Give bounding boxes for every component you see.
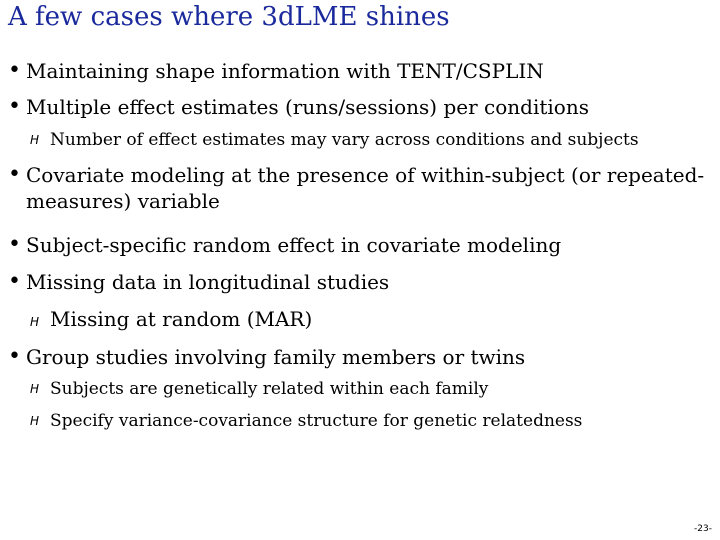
bullet-glyph: • <box>8 58 21 83</box>
bullet-glyph: • <box>8 344 21 369</box>
bullet-text: Missing data in longitudinal studies <box>26 270 390 294</box>
bullet-text: Maintaining shape information with TENT/CSPLIN <box>26 59 544 83</box>
page-number: -23- <box>694 524 712 534</box>
sub-bullet-glyph: H <box>30 382 40 396</box>
bullet-item <box>8 58 706 84</box>
bullet-text: Multiple effect estimates (runs/sessions) per conditions <box>26 95 589 119</box>
bullet-item <box>8 232 706 258</box>
bullet-item <box>8 94 706 120</box>
sub-bullet-text: Subjects are genetically related within each family <box>50 379 489 399</box>
bullet-text: Subject-specific random effect in covariate modeling <box>26 233 562 257</box>
sub-bullet-glyph: H <box>30 414 40 428</box>
bullet-glyph: • <box>8 232 21 257</box>
sub-bullet-item <box>30 306 312 332</box>
bullet-text: Group studies involving family members or twins <box>26 345 526 369</box>
bullet-glyph: • <box>8 94 21 119</box>
bullet-glyph: • <box>8 269 21 294</box>
slide-title: A few cases where 3dLME shines <box>8 2 450 32</box>
bullet-item <box>8 269 706 295</box>
sub-bullet-glyph: H <box>30 315 40 329</box>
bullet-text: Covariate modeling at the presence of within-subject (or repeated-measures) variable <box>26 163 705 213</box>
sub-bullet-item <box>30 378 488 400</box>
sub-bullet-text: Missing at random (MAR) <box>50 307 313 331</box>
sub-bullet-item <box>30 129 639 151</box>
bullet-glyph: • <box>8 162 21 187</box>
bullet-item <box>8 162 706 214</box>
sub-bullet-text: Specify variance-covariance structure for genetic relatedness <box>50 411 583 431</box>
sub-bullet-item <box>30 410 582 432</box>
bullet-item <box>8 344 706 370</box>
sub-bullet-text: Number of effect estimates may vary across conditions and subjects <box>50 130 639 150</box>
sub-bullet-glyph: H <box>30 133 40 147</box>
